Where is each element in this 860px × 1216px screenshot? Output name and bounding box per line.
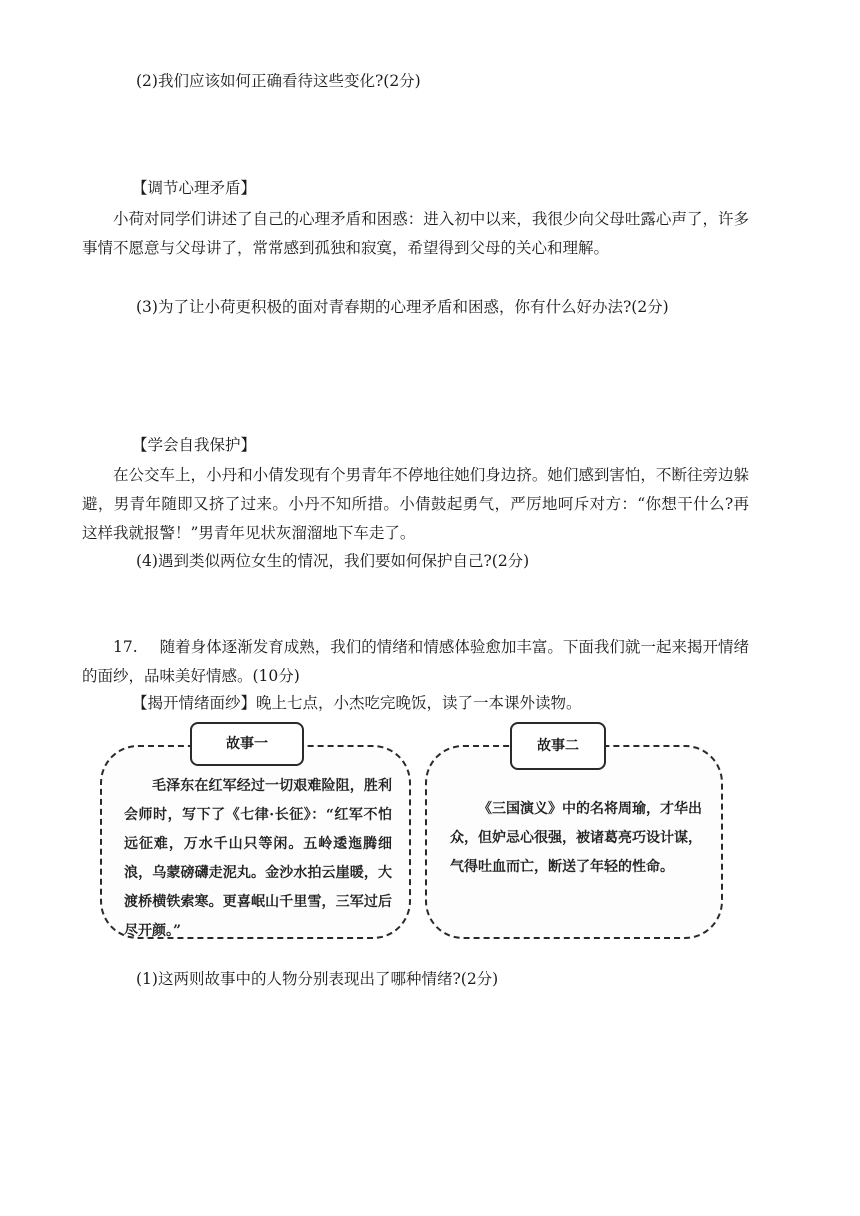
question-16-part-3: (3)为了让小荷更积极的面对青春期的心理矛盾和困惑，你有什么好办法?(2分)	[136, 298, 669, 316]
story-one-text: 毛泽东在红军经过一切艰难险阻，胜利会师时，写下了《七律·长征》：“红军不怕远征难，万水千山只等闲。五岭逶迤腾细浪，乌蒙磅礴走泥丸。金沙水拍云崖暖，大渡桥横铁索寒。更喜岷山千里雪，三军过后尽开颜。”	[124, 778, 392, 939]
section-body-protect: 在公交车上，小丹和小倩发现有个男青年不停地往她们身边挤。她们感到害怕，不断往旁边躲避，男青年随即又挤了过来。小丹不知所措。小倩鼓起勇气，严厉地呵斥对方：“你想干什么?再这样我就报警！”男青年见状灰溜溜地下车走了。	[82, 466, 749, 542]
question-17-context: 【揭开情绪面纱】晚上七点，小杰吃完晚饭，读了一本课外读物。	[132, 694, 582, 712]
question-17-intro	[82, 633, 749, 691]
question-16-part-4: (4)遇到类似两位女生的情况，我们要如何保护自己?(2分)	[136, 552, 530, 570]
question-17-intro-text: 随着身体逐渐发育成熟，我们的情绪和情感体验愈加丰富。下面我们就一起来揭开情绪的面纱，品味美好情感。(10分)	[82, 638, 749, 685]
story-one-tab: 故事一	[190, 722, 304, 766]
section-heading-protect: 【学会自我保护】	[132, 436, 257, 454]
question-17-part-1: (1)这两则故事中的人物分别表现出了哪种情绪?(2分)	[136, 970, 499, 988]
question-16-part-2: (2)我们应该如何正确看待这些变化?(2分)	[136, 72, 421, 90]
story-two-tab: 故事二	[510, 722, 606, 770]
story-two-text: 《三国演义》中的名将周瑜，才华出众，但妒忌心很强，被诸葛亮巧设计谋，气得吐血而亡，断送了年轻的性命。	[450, 801, 702, 875]
question-17-number: 17.	[113, 638, 138, 656]
section-heading-conflict: 【调节心理矛盾】	[132, 179, 257, 197]
section-body-conflict: 小荷对同学们讲述了自己的心理矛盾和困惑：进入初中以来，我很少向父母吐露心声了，许多事情不愿意与父母讲了，常常感到孤独和寂寞，希望得到父母的关心和理解。	[82, 210, 749, 257]
